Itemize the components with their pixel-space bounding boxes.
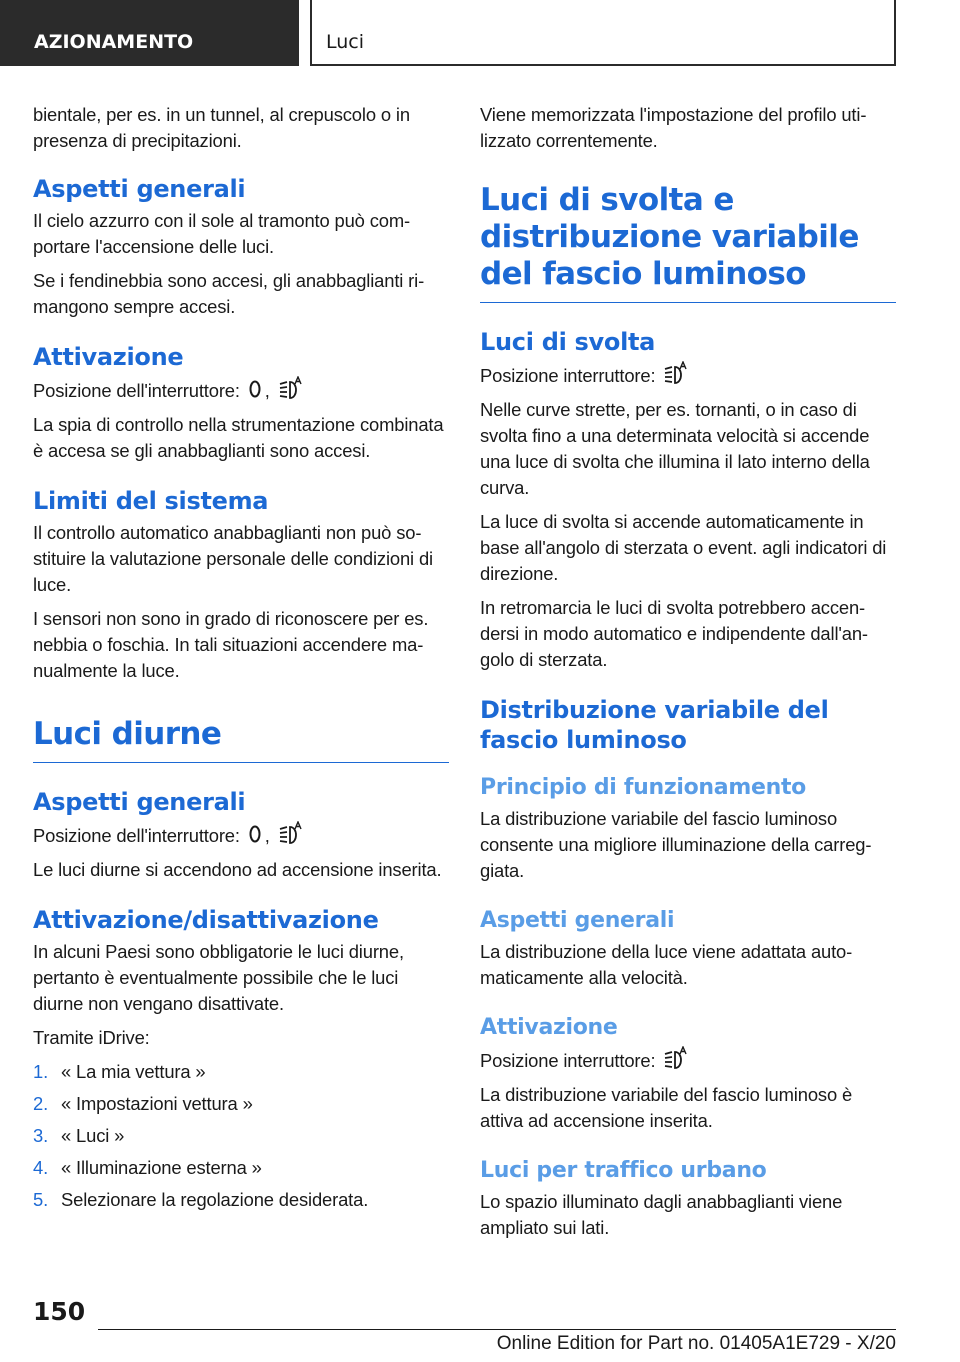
switch-position (33, 821, 449, 849)
switch-zero-icon (248, 823, 262, 845)
paragraph: bientale, per es. in un tunnel, al crepuscolo o in presenza di precipitazioni. (33, 104, 410, 151)
heading-limiti-del-sistema: Limiti del sistema (33, 487, 269, 515)
list-item: 5. Selezionare la regolazione desiderata. (33, 1189, 369, 1210)
auto-headlight-icon (663, 1046, 689, 1070)
auto-headlight-icon (278, 821, 304, 845)
heading-attivazione-disattivazione: Attivazione/disattivazione (33, 906, 379, 934)
heading-luci-di-svolta: Luci di svolta (480, 328, 656, 356)
right-column (480, 102, 896, 1249)
paragraph: Tramite iDrive: (33, 1027, 150, 1048)
paragraph: La spia di controllo nella strumentazione combinata è accesa se gli anabbaglianti sono accesi. (33, 414, 444, 461)
paragraph: Viene memorizzata l'impostazione del profilo utilizzato correntemente. (480, 104, 867, 151)
heading-luci-diurne: Luci diurne (33, 716, 449, 763)
switch-position (480, 361, 896, 389)
paragraph: I sensori non sono in grado di riconoscere per es. nebbia o foschia. In tali situazioni accendere manualmente la luce. (33, 608, 429, 681)
list-item: 4. « Illuminazione esterna » (33, 1157, 262, 1178)
switch-separator: , (264, 380, 270, 401)
paragraph: Se i fendinebbia sono accesi, gli anabbaglianti rimangono sempre accesi. (33, 270, 425, 317)
heading-attivazione: Attivazione (480, 1015, 618, 1040)
switch-position (480, 1046, 896, 1074)
switch-label: Posizione interruttore: (480, 1050, 656, 1071)
paragraph: Le luci diurne si accendono ad accensione inserita. (33, 859, 442, 880)
paragraph: La luce di svolta si accende automaticamente in base all'angolo di sterzata o event. agli indicatori di direzione. (480, 511, 887, 584)
topic-tab: Luci (310, 0, 896, 66)
switch-label: Posizione dell'interruttore: (33, 380, 240, 401)
heading-luci-per-traffico-urbano: Luci per traffico urbano (480, 1158, 767, 1183)
auto-headlight-icon (663, 361, 689, 385)
paragraph: In retromarcia le luci di svolta potrebbero accendersi in modo automatico e indipendente dall'angolo di sterzata. (480, 597, 869, 670)
paragraph: Nelle curve strette, per es. tornanti, o in caso di svolta fino a una determinata velocità si accende una luce di svolta che illumina il lato interno della curva. (480, 399, 870, 498)
paragraph: Il controllo automatico anabbaglianti non può sostituire la valutazione personale delle condizioni di luce. (33, 522, 433, 595)
list-item: 1. « La mia vettura » (33, 1061, 206, 1082)
switch-zero-icon (248, 378, 262, 400)
paragraph: La distribuzione variabile del fascio luminoso consente una migliore illuminazione della carreggiata. (480, 808, 872, 881)
heading-principio-di-funzionamento: Principio di funzionamento (480, 775, 806, 800)
paragraph: In alcuni Paesi sono obbligatorie le luci diurne, pertanto è eventualmente possibile che le luci diurne non vengano disattivate. (33, 941, 404, 1014)
footer-divider (98, 1329, 896, 1330)
page-number: 150 (33, 1297, 86, 1326)
auto-headlight-icon (278, 376, 304, 400)
paragraph: La distribuzione della luce viene adattata automaticamente alla velocità. (480, 941, 853, 988)
switch-label: Posizione dell'interruttore: (33, 825, 240, 846)
switch-separator: , (264, 825, 270, 846)
left-column (33, 102, 449, 1219)
footer-edition: Online Edition for Part no. 01405A1E729 - X/20 (496, 1333, 896, 1354)
list-item: 3. « Luci » (33, 1125, 125, 1146)
switch-label: Posizione interruttore: (480, 365, 656, 386)
switch-position (33, 376, 449, 404)
paragraph: Il cielo azzurro con il sole al tramonto può comportare l'accensione delle luci. (33, 210, 411, 257)
idrive-steps (33, 1059, 449, 1213)
section-tab: AZIONAMENTO (0, 0, 299, 66)
heading-luci-di-svolta-e-distribuzione: Luci di svolta e distribuzione variabile del fascio luminoso (480, 182, 896, 303)
heading-aspetti-generali: Aspetti generali (480, 908, 675, 933)
paragraph: Lo spazio illuminato dagli anabbaglianti viene ampliato sui lati. (480, 1191, 843, 1238)
paragraph: La distribuzione variabile del fascio luminoso è attiva ad accensione inserita. (480, 1084, 853, 1131)
heading-distribuzione-variabile: Distribuzione variabile del fascio luminoso (480, 696, 829, 754)
heading-aspetti-generali-2: Aspetti generali (33, 788, 246, 816)
list-item: 2. « Impostazioni vettura » (33, 1093, 253, 1114)
heading-aspetti-generali: Aspetti generali (33, 175, 246, 203)
heading-attivazione: Attivazione (33, 343, 184, 371)
